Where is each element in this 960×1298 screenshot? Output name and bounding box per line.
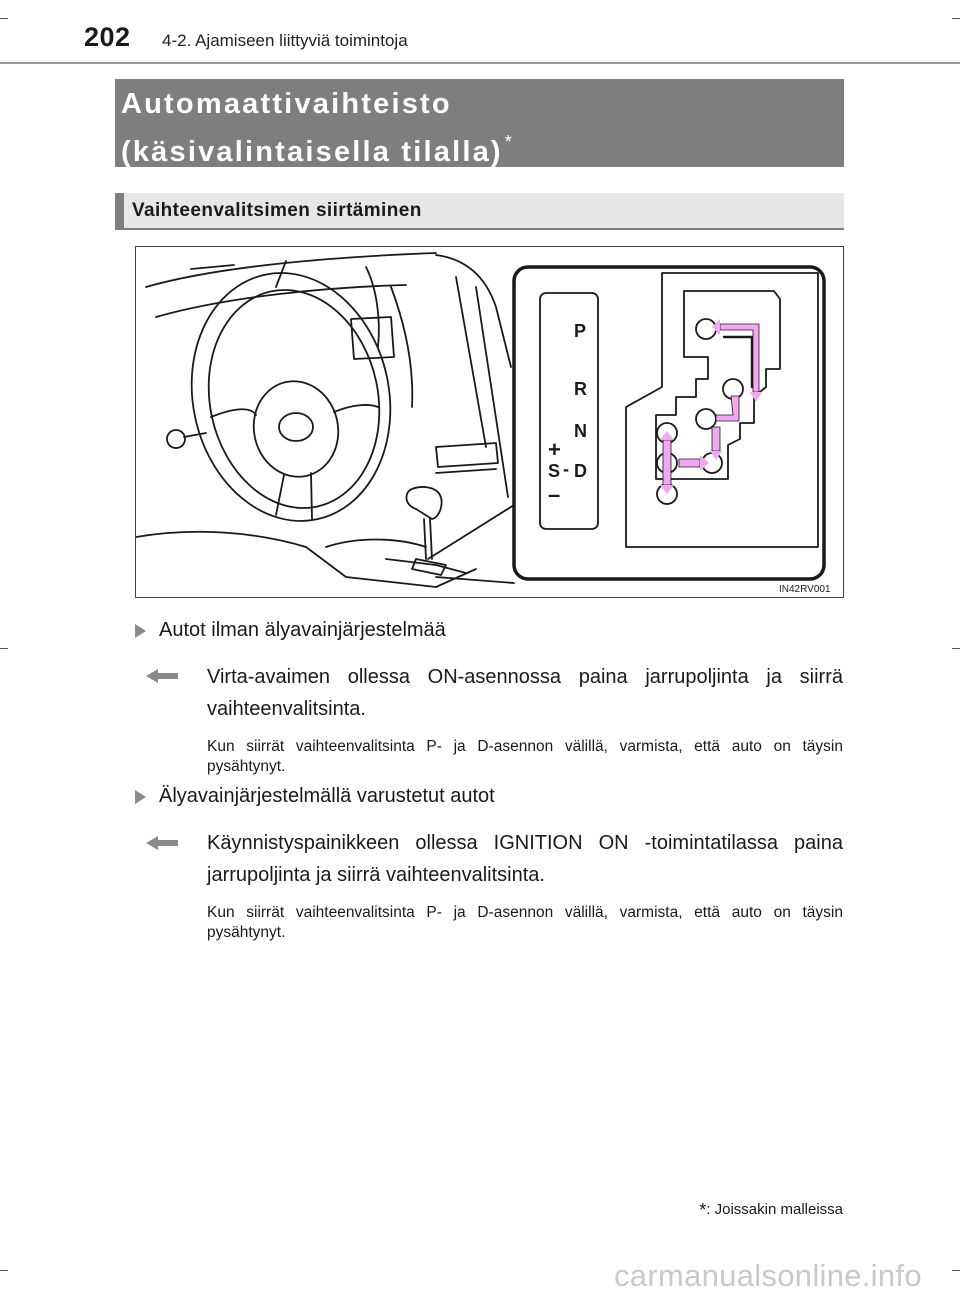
left-arrow-icon bbox=[146, 835, 178, 851]
crop-mark bbox=[0, 18, 8, 19]
crop-mark bbox=[952, 1270, 960, 1271]
asterisk-marker: * bbox=[504, 132, 515, 152]
watermark: carmanualsonline.info bbox=[614, 1258, 922, 1293]
subheading: Vaihteenvalitsimen siirtäminen bbox=[132, 200, 422, 221]
section-heading-1-text: Autot ilman älyavainjärjestelmää bbox=[159, 619, 446, 641]
gear-label-p: P bbox=[574, 321, 587, 341]
triangle-bullet-icon bbox=[135, 624, 146, 638]
section-reference: 4-2. Ajamiseen liittyviä toimintoja bbox=[162, 31, 408, 50]
page-number: 202 bbox=[84, 22, 131, 52]
shift-lever-illustration bbox=[135, 246, 844, 598]
instruction-2: Käynnistyspainikkeen ollessa IGNITION ON -toimintatilassa paina jarrupoljinta ja siirrä vaihteenvalitsinta. bbox=[207, 832, 843, 886]
note-2: Kun siirrät vaihteenvalitsinta P- ja D-asennon välillä, varmista, että auto on täysin pysähtynyt. bbox=[207, 904, 843, 941]
section-heading-2 bbox=[135, 785, 495, 808]
footnote bbox=[699, 1200, 843, 1221]
triangle-bullet-icon bbox=[135, 790, 146, 804]
crop-mark bbox=[0, 648, 8, 649]
title-line-2-text: (käsivalintaisella tilalla) bbox=[121, 136, 503, 168]
left-arrow-icon bbox=[146, 668, 178, 684]
crop-mark bbox=[952, 648, 960, 649]
footnote-asterisk: * bbox=[699, 1200, 707, 1220]
gear-label-dash: - bbox=[563, 459, 569, 479]
gear-label-r: R bbox=[574, 379, 587, 399]
gear-label-plus: + bbox=[548, 437, 561, 462]
gear-label-d: D bbox=[574, 461, 587, 481]
gear-label-n: N bbox=[574, 421, 587, 441]
figure-code: IN42RV001 bbox=[779, 584, 831, 595]
section-heading-1 bbox=[135, 619, 446, 642]
crop-mark bbox=[0, 1270, 8, 1271]
crop-mark bbox=[952, 18, 960, 19]
gear-label-s: S bbox=[548, 461, 561, 481]
header-rule bbox=[0, 62, 960, 64]
subheading-bar bbox=[115, 193, 844, 230]
instruction-1: Virta-avaimen ollessa ON-asennossa paina jarrupoljinta ja siirrä vaihteenvalitsinta. bbox=[207, 666, 843, 720]
title-line-2 bbox=[121, 123, 844, 171]
section-heading-2-text: Älyavainjärjestelmällä varustetut autot bbox=[159, 785, 495, 807]
note-1: Kun siirrät vaihteenvalitsinta P- ja D-asennon välillä, varmista, että auto on täysin pysähtynyt. bbox=[207, 738, 843, 775]
illustration-svg bbox=[136, 247, 845, 599]
title-line-1: Automaattivaihteisto bbox=[121, 88, 452, 120]
footnote-text: : Joissakin malleissa bbox=[706, 1201, 843, 1218]
title-box bbox=[115, 79, 844, 167]
gear-label-minus: – bbox=[548, 482, 561, 507]
